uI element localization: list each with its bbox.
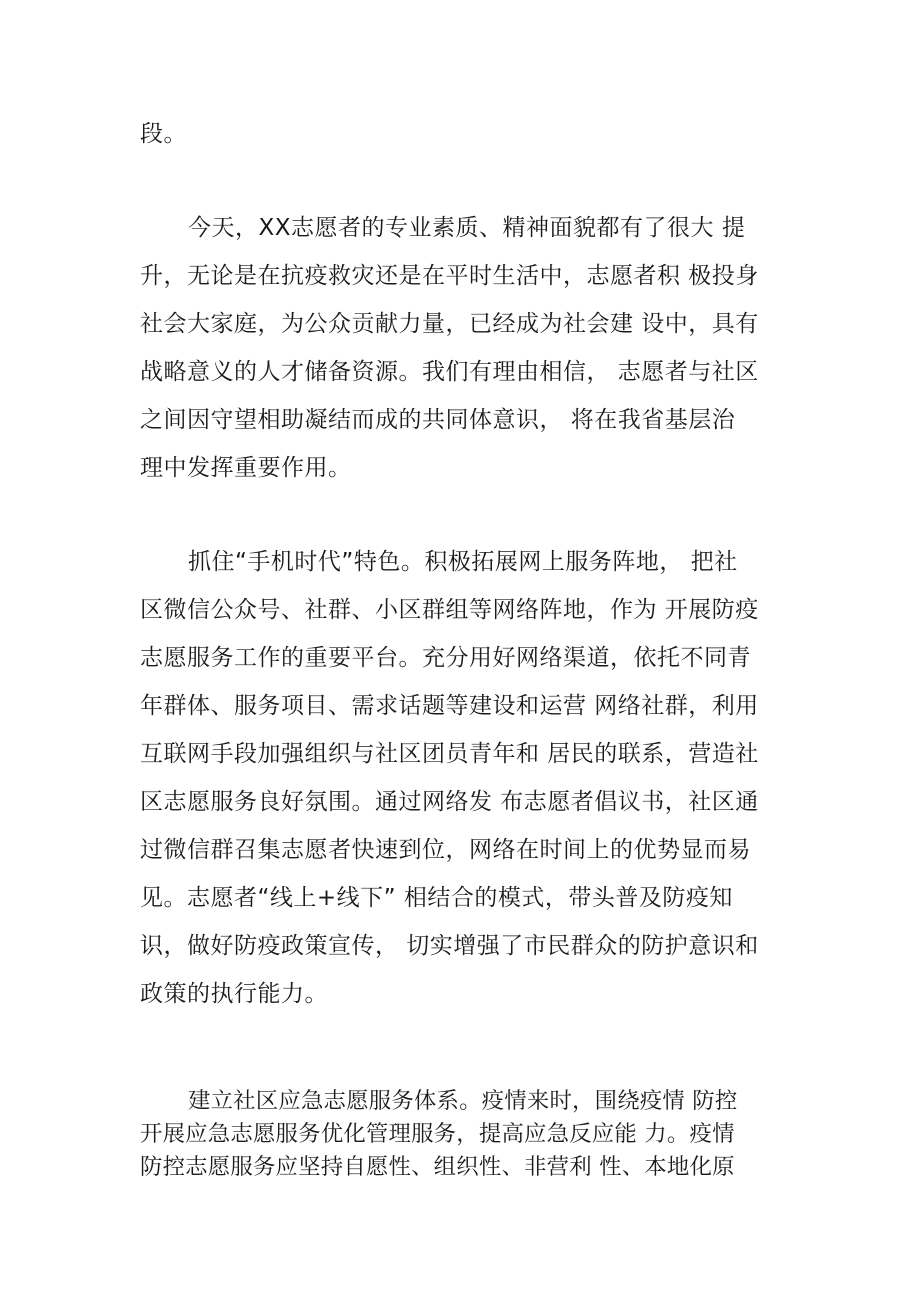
paragraph-3-line-1: 建立社区应急志愿服务体系。疫情来时，围绕疫情 防控 bbox=[188, 1088, 738, 1114]
paragraph-continuation-line: 段。 bbox=[140, 121, 187, 147]
paragraph-2-line-1: 抓住“手机时代”特色。积极拓展网上服务阵地， 把社 bbox=[188, 549, 738, 575]
paragraph-2-line-6: 区志愿服务良好氛围。通过网络发 布志愿者倡议书，社区通 bbox=[140, 789, 759, 815]
paragraph-2-line-10: 政策的执行能力。 bbox=[140, 981, 328, 1007]
paragraph-2-line-9: 识，做好防疫政策宣传， 切实增强了市民群众的防护意识和 bbox=[140, 933, 759, 959]
paragraph-2-line-5: 互联网手段加强组织与社区团员青年和 居民的联系，营造社 bbox=[140, 741, 759, 767]
paragraph-2-line-3: 志愿服务工作的重要平台。充分用好网络渠道，依托不同青 bbox=[140, 645, 751, 671]
paragraph-1-line-4: 战略意义的人才储备资源。我们有理由相信， 志愿者与社区 bbox=[140, 359, 759, 385]
paragraph-2-line-4: 年群体、服务项目、需求话题等建设和运营 网络社群，利用 bbox=[140, 693, 759, 719]
paragraph-1-line-2: 升，无论是在抗疫救灾还是在平时生活中，志愿者积 极投身 bbox=[140, 263, 759, 289]
paragraph-1-line-6: 理中发挥重要作用。 bbox=[140, 455, 352, 481]
paragraph-1-line-3: 社会大家庭，为公众贡献力量，已经成为社会建 设中，具有 bbox=[140, 311, 759, 337]
paragraph-1-line-1: 今天，XX志愿者的专业素质、精神面貌都有了很大 提 bbox=[188, 215, 746, 241]
paragraph-2-line-2: 区微信公众号、社群、小区群组等网络阵地，作为 开展防疫 bbox=[140, 597, 759, 623]
paragraph-1-line-5: 之间因守望相助凝结而成的共同体意识， 将在我省基层治 bbox=[140, 407, 736, 433]
paragraph-2-line-7: 过微信群召集志愿者快速到位，网络在时间上的优势显而易 bbox=[140, 837, 751, 863]
paragraph-3-line-2: 开展应急志愿服务优化管理服务，提高应急反应能 力。疫情 bbox=[140, 1121, 735, 1147]
paragraph-3-line-3: 防控志愿服务应坚持自愿性、组织性、非营利 性、本地化原 bbox=[140, 1154, 735, 1180]
paragraph-2-line-8: 见。志愿者“线上+线下” 相结合的模式，带头普及防疫知 bbox=[140, 885, 733, 911]
